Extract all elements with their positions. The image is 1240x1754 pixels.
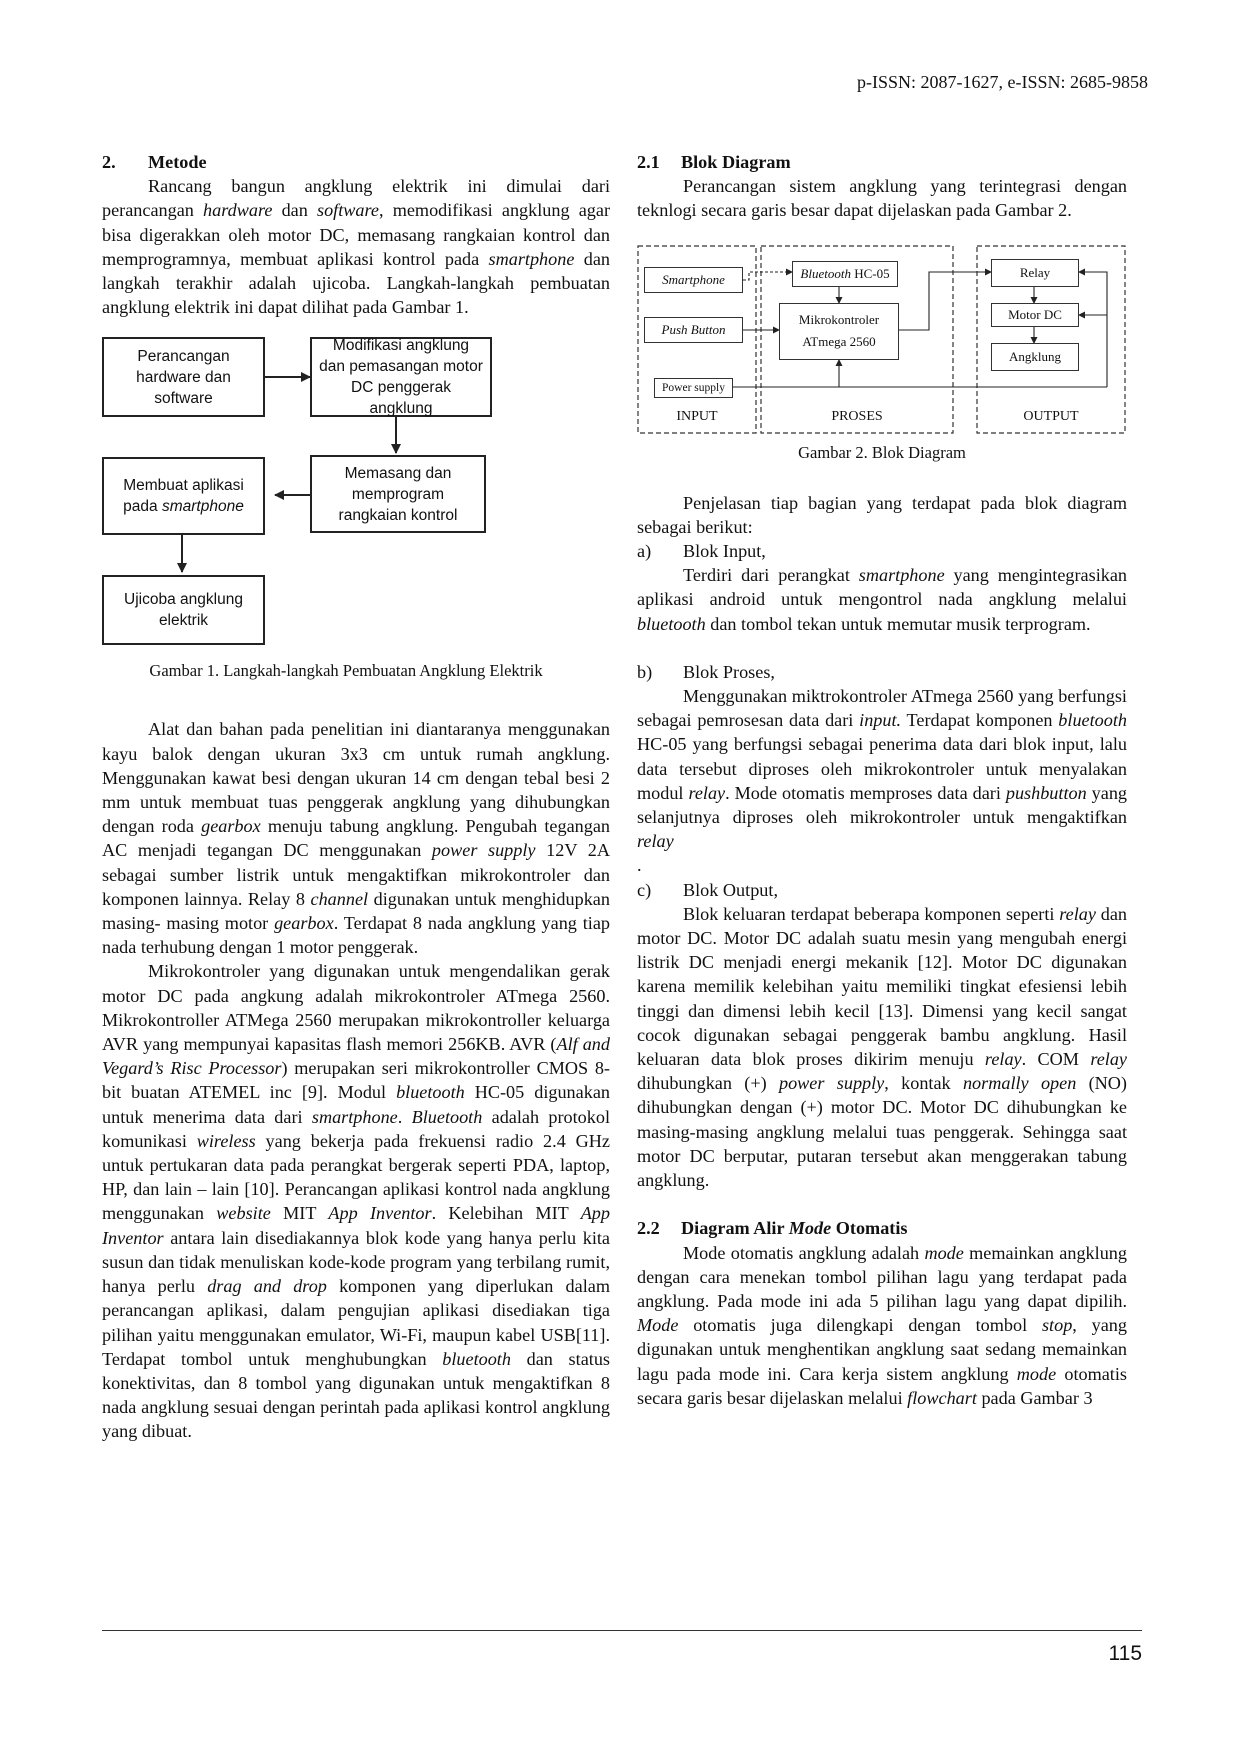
left-column	[102, 150, 610, 1444]
footer-divider	[102, 1630, 1142, 1631]
intro-paragraph: Rancang bangun angklung elektrik ini dimulai dari perancangan hardware dan software, memodifikasi angklung agar bisa digerakkan oleh motor DC, memasang rangkaian kontrol dan memprogramnya, membuat aplikasi kontrol pada smartphone dan langkah terakhir adalah ujicoba. Langkah-langkah pembuatan angklung elektrik ini dapat dilihat pada Gambar 1.	[102, 176, 611, 318]
subsection-heading-block-diagram: 2.1 Blok Diagram	[637, 152, 791, 172]
figure-1-caption: Gambar 1. Langkah-langkah Pembuatan Angklung Elektrik	[149, 661, 543, 681]
flow-box-modification: Modifikasi angklung dan pemasangan motor DC penggerak angklung	[310, 337, 492, 417]
item-a-text: Terdiri dari perangkat smartphone yang mengintegrasikan aplikasi android untuk mengontrol nada angklung melalui bluetooth dan tombol tekan untuk memutar musik terprogram.	[637, 565, 1128, 634]
flow-box-app: Membuat aplikasi pada smartphone	[102, 457, 265, 535]
block-microcontroller: Mikrokontroler ATmega 2560	[779, 303, 899, 360]
item-a-heading: a) Blok Input,	[637, 541, 766, 562]
auto-mode-paragraph: Mode otomatis angklung adalah mode memainkan angklung dengan cara menekan tombol pilihan lagu yang terdapat pada angklung. Pada mode ini ada 5 pilihan lagu yang dapat dipilih. Mode otomatis juga dilengkapi dengan tombol stop, yang digunakan untuk menghentikan angklung saat sedang memainkan lagu pada mode ini. Cara kerja sistem angklung mode otomatis secara garis besar dijelaskan melalui flowchart pada Gambar 3	[637, 1242, 1127, 1408]
block-power-supply: Power supply	[654, 378, 733, 398]
block-explanation-intro: Penjelasan tiap bagian yang terdapat pada blok diagram sebagai berikut:	[637, 492, 1127, 537]
section-number: 2.	[102, 152, 116, 172]
figure-1-flowchart	[102, 337, 610, 717]
block-bluetooth: Bluetooth HC-05	[792, 261, 898, 287]
block-diagram-intro: Perancangan sistem angklung yang terintegrasi dengan teknlogi secara garis besar dapat dijelaskan pada Gambar 2.	[637, 176, 1127, 221]
right-column	[637, 150, 1127, 1410]
item-c-heading: c) Blok Output,	[637, 879, 778, 900]
flow-box-test: Ujicoba angklung elektrik	[102, 575, 265, 645]
block-angklung: Angklung	[991, 343, 1079, 371]
label-input: INPUT	[676, 408, 718, 424]
line-smartphone-bluetooth	[743, 272, 792, 280]
figure-2-caption: Gambar 2. Blok Diagram	[798, 442, 966, 462]
label-output: OUTPUT	[1023, 408, 1079, 424]
flow-box-design: Perancangan hardware dan software	[102, 337, 265, 417]
page-number: 115	[1108, 1642, 1142, 1665]
block-relay: Relay	[991, 259, 1079, 287]
flow-box-circuit: Memasang dan memprogram rangkaian kontrol	[310, 455, 486, 533]
section-title: Metode	[148, 152, 207, 172]
line-power-to-relay	[1079, 272, 1107, 387]
item-b-heading: b) Blok Proses,	[637, 661, 775, 682]
block-push-button: Push Button	[644, 317, 743, 343]
paragraph-microcontroller: Mikrokontroler yang digunakan untuk mengendalikan gerak motor DC pada angkung adalah mikrokontroler ATmega 2560. Mikrokontroller ATMega 2560 merupakan mikrokontroller keluarga AVR yang mempunyai kapasitas flash memori 256KB. AVR (Alf and Vegard’s Risc Processor) merupakan seri mikrokontroller CMOS 8- bit buatan ATEMEL inc [9]. Modul bluetooth HC-05 digunakan untuk menerima data dari smartphone. Bluetooth adalah protokol komunikasi wireless yang bekerja pada frekuensi radio 2.4 GHz untuk pertukaran data pada perangkat bergerak seperti PDA, laptop, HP, dan lain – lain [10]. Perancangan aplikasi kontrol nada angklung menggunakan website MIT App Inventor. Kelebihan MIT App Inventor antara lain disediakannya blok kode yang hanya perlu kita susun dan tidak menuliskan kode-kode program yang terbilang rumit, hanya perlu drag and drop komponen yang diperlukan dalam perancangan aplikasi, dalam pengujian aplikasi disediakan tiga pilihan yaitu menggunakan emulator, Wi-Fi, maupun kabel USB[11]. Terdapat tombol untuk menghubungkan bluetooth dan status konektivitas, dan 8 tombol yang digunakan untuk mengaktifkan 8 nada angklung sesuai dengan perintah pada aplikasi kontrol angklung yang dibuat.	[102, 961, 610, 1442]
paragraph-materials: Alat dan bahan pada penelitian ini diantaranya menggunakan kayu balok dengan ukuran 3x3 cm untuk rumah angklung. Menggunakan kawat besi dengan ukuran 14 cm dengan tebal besi 2 mm untuk membuat tuas penggerak angklung yang dihubungkan dengan roda gearbox menuju tabung angklung. Pengubah tegangan AC menjadi tegangan DC menggunakan power supply 12V 2A sebagai sumber listrik untuk mengaktifkan mikrokontroler dan komponen lainnya. Relay 8 channel digunakan untuk menghidupkan masing- masing motor gearbox. Terdapat 8 nada angklung yang tiap nada terhubung dengan 1 motor penggerak.	[102, 719, 610, 958]
block-smartphone: Smartphone	[644, 267, 743, 293]
figure-2-block-diagram	[637, 245, 1127, 463]
item-c-text: Blok keluaran terdapat beberapa komponen seperti relay dan motor DC. Motor DC adalah suatu mesin yang mengubah energi listrik DC menjadi energi mekanik [12]. Motor DC digunakan karena memilik kelebihan yaitu memiliki tingkat efesiensi lebih tinggi dan dimensi lebih kecil [13]. Dimensi yang kecil sangat cocok digunakan sebagai penggerak bambu angklung. Hasil keluaran data blok proses dikirim menuju relay. COM relay dihubungkan (+) power supply, kontak normally open (NO) dihubungkan dengan (+) motor DC. Motor DC dihubungkan ke masing-masing angklung melalui tuas penggerak. Sehingga saat motor DC berputar, putaran tersebut akan menggerakan tabung angklung.	[637, 903, 1128, 1191]
page-header-issn: p-ISSN: 2087-1627, e-ISSN: 2685-9858	[857, 72, 1148, 92]
item-b-text: Menggunakan miktrokontroler ATmega 2560 yang berfungsi sebagai pemrosesan data dari input. Terdapat komponen bluetooth HC-05 yang berfungsi sebagai penerima data dari blok input, lalu data tersebut diproses oleh mikrokontroler untuk menyalakan modul relay. Mode otomatis memproses data dari pushbutton yang selanjutnya diproses oleh mikrokontroler untuk mengaktifkan relay	[637, 686, 1128, 852]
subsection-heading-flowchart: 2.2 Diagram Alir Mode Otomatis	[637, 1218, 908, 1239]
section-heading	[102, 150, 610, 174]
block-motor-dc: Motor DC	[991, 303, 1079, 327]
label-proses: PROSES	[831, 408, 883, 424]
item-b-dot: .	[637, 855, 642, 876]
